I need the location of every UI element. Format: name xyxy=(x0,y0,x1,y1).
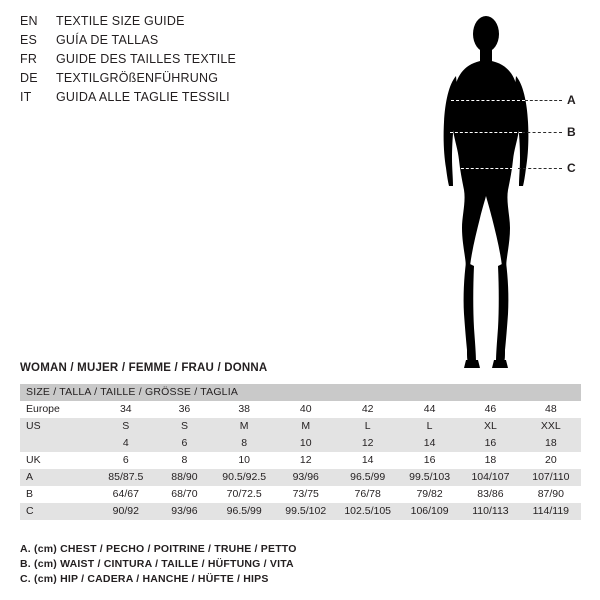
row-label: A xyxy=(26,471,34,483)
language-title: TEXTILGRÖßENFÜHRUNG xyxy=(56,71,219,85)
table-cell: 102.5/105 xyxy=(344,505,392,517)
table-cell: 96.5/99 xyxy=(350,471,386,483)
language-row xyxy=(20,33,400,52)
female-body-figure xyxy=(418,10,590,370)
table-cell: 88/90 xyxy=(171,471,198,483)
language-code: EN xyxy=(20,14,38,28)
table-cell: 34 xyxy=(119,403,132,415)
language-code: DE xyxy=(20,71,38,85)
hip-measure-line-body xyxy=(456,168,518,169)
marker-label-a: A xyxy=(567,93,576,107)
table-cell: 12 xyxy=(361,437,374,449)
table-row xyxy=(20,435,581,452)
table-cell: 10 xyxy=(238,454,251,466)
table-cell: 114/119 xyxy=(532,505,570,517)
row-label: B xyxy=(26,488,34,500)
female-silhouette-icon xyxy=(418,10,590,370)
table-cell: 93/96 xyxy=(292,471,319,483)
table-cell: 96.5/99 xyxy=(226,505,262,517)
table-cell: 18 xyxy=(544,437,557,449)
table-row xyxy=(20,486,581,503)
size-table xyxy=(20,384,581,520)
table-row xyxy=(20,401,581,418)
table-cell: 79/82 xyxy=(416,488,443,500)
table-cell: 99.5/102 xyxy=(285,505,327,517)
table-cell: 6 xyxy=(122,454,129,466)
row-label: US xyxy=(26,420,41,432)
table-cell: 10 xyxy=(299,437,312,449)
table-row xyxy=(20,469,581,486)
table-cell: 48 xyxy=(544,403,557,415)
legend-item-hip: C. (cm) HIP / CADERA / HANCHE / HÜFTE / HIPS xyxy=(20,573,269,585)
language-code: FR xyxy=(20,52,38,66)
table-cell: XXL xyxy=(540,420,561,432)
language-title: TEXTILE SIZE GUIDE xyxy=(56,14,185,28)
table-header-row xyxy=(20,384,581,401)
table-cell: 42 xyxy=(361,403,374,415)
table-cell: 93/96 xyxy=(171,505,198,517)
table-cell: S xyxy=(122,420,130,432)
table-cell: 106/109 xyxy=(410,505,449,517)
table-cell: 8 xyxy=(241,437,248,449)
row-label: Europe xyxy=(26,403,60,415)
table-row xyxy=(20,503,581,520)
table-cell: XL xyxy=(484,420,497,432)
table-cell: 16 xyxy=(484,437,497,449)
table-row xyxy=(20,452,581,469)
chest-leader-line xyxy=(525,100,562,101)
table-cell: M xyxy=(239,420,249,432)
language-title: GUIDE DES TAILLES TEXTILE xyxy=(56,52,237,66)
marker-label-c: C xyxy=(567,161,576,175)
table-cell: 83/86 xyxy=(477,488,504,500)
language-row xyxy=(20,90,400,109)
table-cell: 90/92 xyxy=(112,505,139,517)
table-cell: 6 xyxy=(181,437,188,449)
table-cell: 16 xyxy=(423,454,436,466)
marker-label-b: B xyxy=(567,125,576,139)
table-cell: 46 xyxy=(484,403,497,415)
table-cell: 44 xyxy=(423,403,436,415)
waist-measure-line-body xyxy=(450,132,522,133)
legend-item-chest: A. (cm) CHEST / PECHO / POITRINE / TRUHE / PETTO xyxy=(20,543,297,555)
language-row xyxy=(20,52,400,71)
language-code: ES xyxy=(20,33,38,47)
table-cell: 20 xyxy=(544,454,557,466)
table-cell: 40 xyxy=(299,403,312,415)
language-code: IT xyxy=(20,90,32,104)
table-cell: L xyxy=(364,420,371,432)
table-cell: 90.5/92.5 xyxy=(222,471,267,483)
table-cell: 12 xyxy=(299,454,312,466)
language-title: GUIDA ALLE TAGLIE TESSILI xyxy=(56,90,230,104)
table-cell: 36 xyxy=(178,403,191,415)
section-heading-woman: WOMAN / MUJER / FEMME / FRAU / DONNA xyxy=(20,362,268,374)
table-cell: 76/78 xyxy=(354,488,381,500)
row-label: C xyxy=(26,505,34,517)
legend-item-waist: B. (cm) WAIST / CINTURA / TAILLE / HÜFTUNG / VITA xyxy=(20,558,294,570)
table-cell: S xyxy=(180,420,188,432)
chest-measure-line-body xyxy=(451,100,525,101)
table-cell: 107/110 xyxy=(532,471,570,483)
table-row xyxy=(20,418,581,435)
table-cell: 38 xyxy=(238,403,251,415)
waist-leader-line xyxy=(522,132,562,133)
measurement-legend xyxy=(20,542,580,587)
row-label xyxy=(20,435,96,452)
hip-leader-line xyxy=(518,168,562,169)
table-cell: 14 xyxy=(361,454,374,466)
table-cell: 99.5/103 xyxy=(409,471,451,483)
language-title: GUÍA DE TALLAS xyxy=(56,33,159,47)
table-cell: 73/75 xyxy=(292,488,319,500)
table-cell: M xyxy=(301,420,311,432)
table-cell: 4 xyxy=(122,437,129,449)
table-header-label: SIZE / TALLA / TAILLE / GRÖSSE / TAGLIA xyxy=(26,386,239,398)
language-row xyxy=(20,71,400,90)
table-cell: 110/113 xyxy=(472,505,509,517)
table-cell: 87/90 xyxy=(537,488,564,500)
table-cell: 64/67 xyxy=(112,488,139,500)
table-cell: 85/87.5 xyxy=(108,471,144,483)
table-cell: 104/107 xyxy=(471,471,510,483)
table-cell: L xyxy=(426,420,433,432)
table-cell: 14 xyxy=(423,437,436,449)
row-label: UK xyxy=(26,454,41,466)
language-title-block xyxy=(20,14,400,109)
table-cell: 70/72.5 xyxy=(226,488,262,500)
table-cell: 68/70 xyxy=(171,488,198,500)
table-cell: 8 xyxy=(181,454,188,466)
table-cell: 18 xyxy=(484,454,497,466)
language-row xyxy=(20,14,400,33)
